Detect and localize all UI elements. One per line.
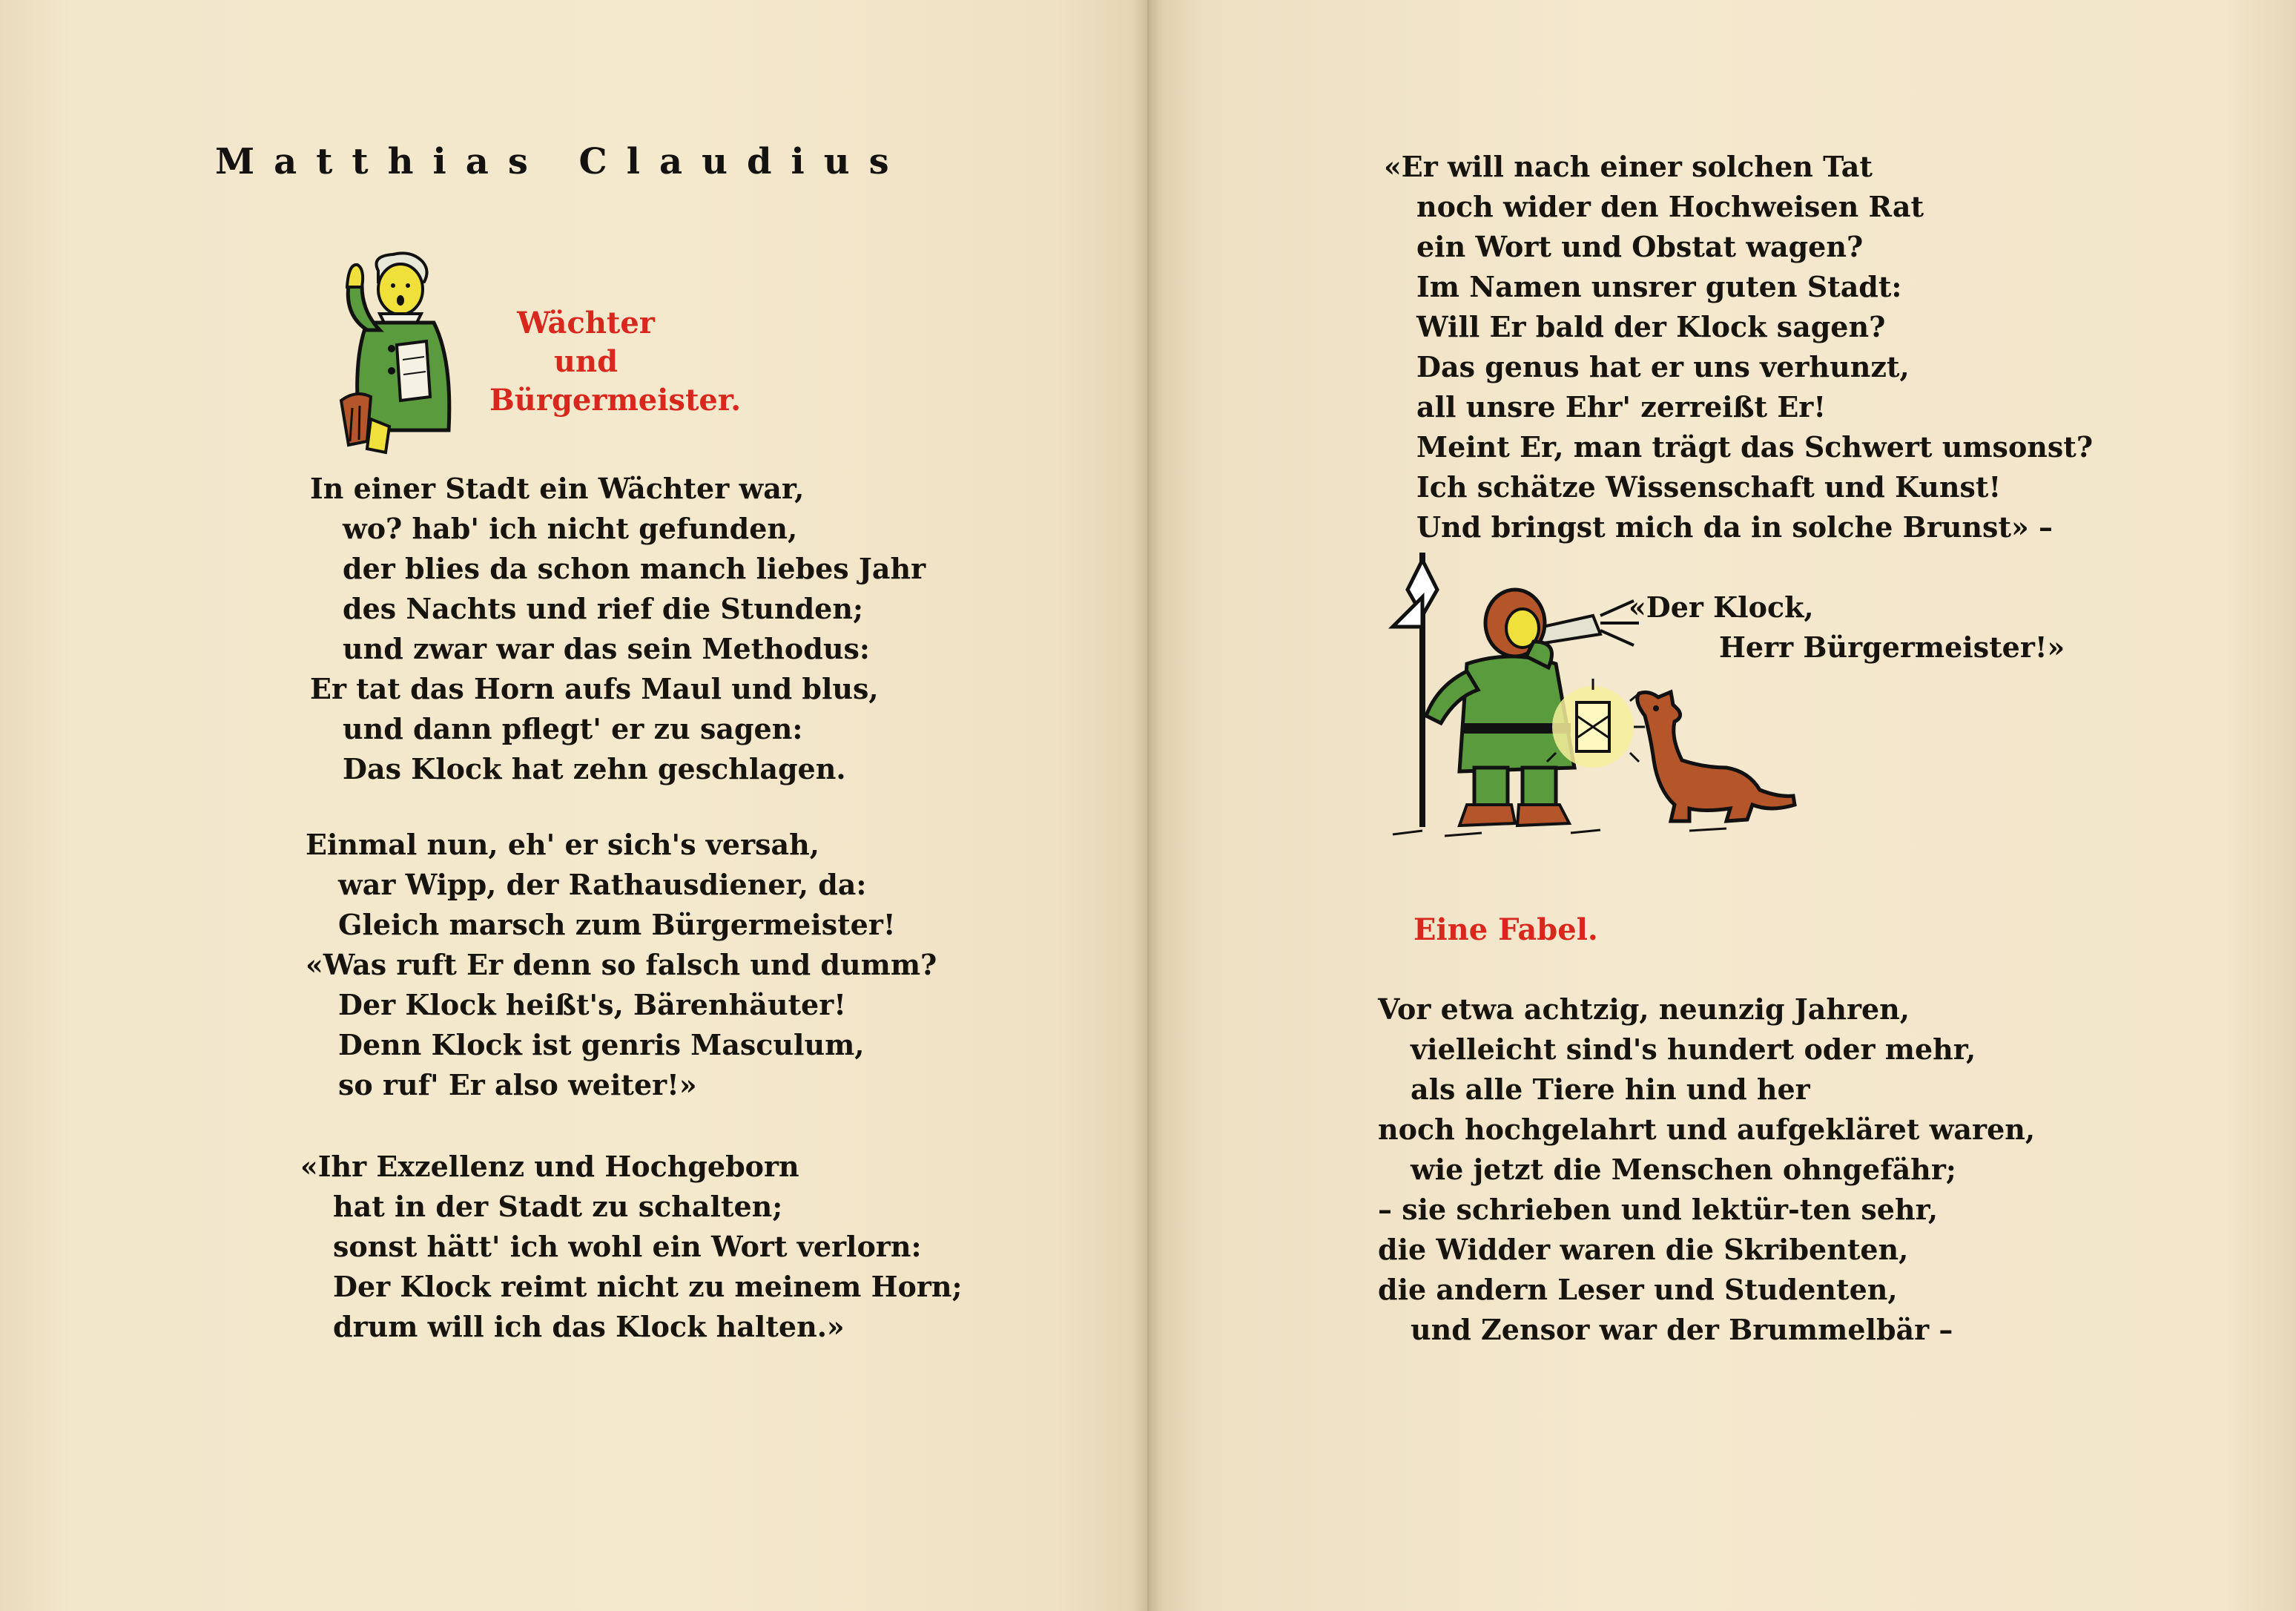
poem1-title-line1: Wächter	[517, 306, 655, 340]
book-gutter	[1133, 0, 1163, 1611]
verse-line: Er tat das Horn aufs Maul und blus,	[310, 672, 879, 705]
verse-line: des Nachts und rief die Stunden;	[343, 592, 863, 625]
verse-line: all unsre Ehr' zerreißt Er!	[1416, 390, 1827, 424]
poem1-title-line3: Bürgermeister.	[489, 383, 742, 418]
verse-line: Will Er bald der Klock sagen?	[1416, 310, 1886, 343]
verse-line: die Widder waren die Skribenten,	[1378, 1233, 1909, 1266]
verse-line: hat in der Stadt zu schalten;	[333, 1190, 783, 1223]
poem1-title-line2: und	[553, 344, 618, 379]
poem1-stanza2	[306, 825, 937, 1105]
verse-line: Herr Bürgermeister!»	[1719, 630, 2065, 664]
right-page	[1148, 0, 2296, 1611]
poem1-stanza3	[300, 1147, 963, 1347]
verse-line: ein Wort und Obstat wagen?	[1416, 230, 1864, 263]
verse-line: noch hochgelahrt und aufgekläret waren,	[1378, 1113, 2036, 1146]
verse-line: wo? hab' ich nicht gefunden,	[343, 512, 798, 545]
verse-line: die andern Leser und Studenten,	[1378, 1273, 1898, 1306]
verse-line: vielleicht sind's hundert oder mehr,	[1411, 1032, 1976, 1066]
verse-line: noch wider den Hochweisen Rat	[1416, 190, 1924, 223]
verse-line: Das Klock hat zehn geschlagen.	[343, 752, 846, 785]
verse-line: sonst hätt' ich wohl ein Wort verlorn:	[333, 1230, 922, 1263]
poem2-title: Eine Fabel.	[1413, 912, 1598, 947]
verse-line: – sie schrieben und lektür-ten sehr,	[1378, 1193, 1939, 1226]
verse-line: drum will ich das Klock halten.»	[333, 1310, 845, 1343]
verse-line: Gleich marsch zum Bürgermeister!	[338, 908, 896, 941]
verse-line: und zwar war das sein Methodus:	[343, 632, 870, 665]
verse-line: Und bringst mich da in solche Brunst» –	[1416, 510, 2053, 544]
verse-line: «Ihr Exzellenz und Hochgeborn	[300, 1150, 799, 1183]
poem1-reply	[1629, 587, 2065, 668]
verse-line: Einmal nun, eh' er sich's versah,	[306, 828, 819, 861]
verse-line: Im Namen unsrer guten Stadt:	[1416, 270, 1902, 303]
verse-line: war Wipp, der Rathausdiener, da:	[338, 868, 867, 901]
verse-line: wie jetzt die Menschen ohngefähr;	[1411, 1153, 1956, 1186]
verse-line: In einer Stadt ein Wächter war,	[310, 472, 805, 505]
poem1-continuation	[1384, 147, 2093, 547]
poem1-title	[489, 304, 742, 420]
verse-line: Der Klock heißt's, Bärenhäuter!	[338, 988, 846, 1021]
verse-line: Meint Er, man trägt das Schwert umsonst?	[1416, 430, 2094, 464]
verse-line: Der Klock reimt nicht zu meinem Horn;	[333, 1270, 963, 1303]
verse-line: Denn Klock ist genris Masculum,	[338, 1028, 865, 1061]
verse-line: «Was ruft Er denn so falsch und dumm?	[306, 948, 937, 981]
verse-line: so ruf' Er also weiter!»	[338, 1068, 697, 1101]
poem2-lines	[1378, 989, 2035, 1350]
woodcut-wachter-icon	[326, 248, 504, 456]
verse-line: und dann pflegt' er zu sagen:	[343, 712, 803, 745]
verse-line: «Der Klock,	[1629, 590, 1814, 624]
verse-line: der blies da schon manch liebes Jahr	[343, 552, 926, 585]
poem1-stanza1	[310, 469, 926, 789]
running-head: Matthias Claudius	[215, 141, 908, 182]
verse-line: Vor etwa achtzig, neunzig Jahren,	[1378, 992, 1910, 1026]
verse-line: «Er will nach einer solchen Tat	[1384, 150, 1873, 183]
verse-line: und Zensor war der Brummelbär –	[1411, 1313, 1953, 1346]
verse-line: Das genus hat er uns verhunzt,	[1416, 350, 1910, 383]
verse-line: Ich schätze Wissenschaft und Kunst!	[1416, 470, 2002, 504]
verse-line: als alle Tiere hin und her	[1411, 1073, 1810, 1106]
